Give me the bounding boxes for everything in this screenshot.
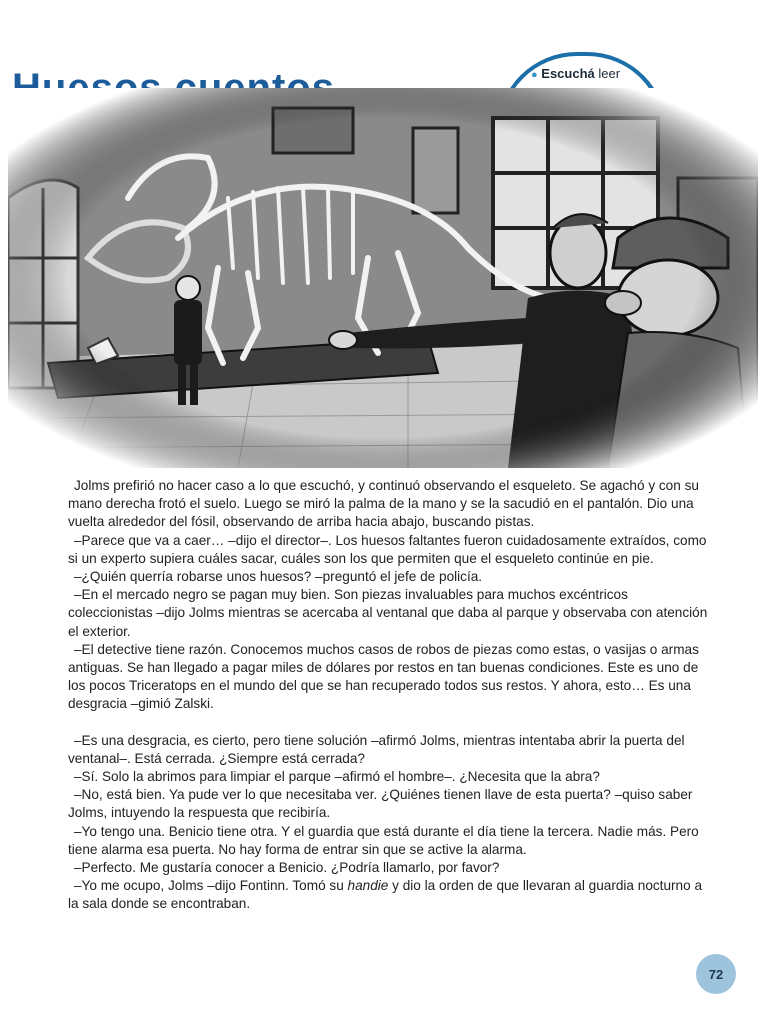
paragraph-gap	[68, 714, 708, 732]
badge-label-bold: Escuchá	[541, 66, 595, 81]
paragraph: Jolms prefirió no hacer caso a lo que escuchó, y continuó observando el esqueleto. Se agachó y con su mano derecha frotó el suelo. Luego se miró la palma de la mano y se la sacudió en el pantalón. Dio una vuelta alrededor del fósil, observando de arriba hacia abajo, buscando pistas.	[68, 478, 699, 530]
page-number: 72	[708, 966, 724, 982]
paragraph: –Parece que va a caer… –dijo el director–. Los huesos faltantes fueron cuidadosamente extraídos, como si un experto supiera cuáles sacar, cuáles son los que permiten que el esqueleto continúe en pie.	[68, 532, 707, 566]
text-segment: y dio la orden de que llevaran al guardia nocturno a la sala donde se encontraban.	[68, 878, 703, 912]
paragraph: –¿Quién querría robarse unos huesos? –preguntó el jefe de policía.	[74, 569, 483, 585]
story-text	[68, 477, 708, 914]
paragraph: –El detective tiene razón. Conocemos muchos casos de robos de piezas como estas, o vasijas o armas antiguas. Se han llegado a pagar miles de dólares por restos en tan buenas condiciones. Este es uno de los pocos Triceratops en el mundo del que se han recuperado todos sus restos. Y ahora, esto… Es una desgracia –gimió Zalski.	[68, 641, 699, 712]
paragraph: –Perfecto. Me gustaría conocer a Benicio. ¿Podría llamarlo, por favor?	[74, 860, 500, 876]
italic-word: handie	[347, 878, 389, 894]
badge-label-rest: leer	[594, 66, 621, 81]
paragraph: –En el mercado negro se pagan muy bien. Son piezas invaluables para muchos excéntricos coleccionistas –dijo Jolms mientras se acercaba al ventanal que daba al parque y observaba con atención el exterior.	[68, 587, 708, 639]
paragraph-last	[68, 877, 708, 913]
paragraph: –Sí. Solo la abrimos para limpiar el parque –afirmó el hombre–. ¿Necesita que la abra?	[74, 769, 600, 785]
bullet-icon: ●	[531, 69, 538, 81]
badge-text	[531, 66, 620, 81]
text-segment: –Yo me ocupo, Jolms –dijo Fontinn. Tomó su	[74, 878, 348, 894]
paragraph: –Es una desgracia, es cierto, pero tiene solución –afirmó Jolms, mientras intentaba abrir la puerta del ventanal–. Está cerrada. ¿Siempre está cerrada?	[68, 732, 685, 766]
museum-illustration	[8, 88, 758, 468]
paragraph: –No, está bien. Ya pude ver lo que necesitaba ver. ¿Quiénes tienen llave de esta puerta? –quiso saber Jolms, intuyendo la respuesta que recibiría.	[68, 787, 693, 821]
paragraph: –Yo tengo una. Benicio tiene otra. Y el guardia que está durante el día tiene la tercera. Nadie más. Pero tiene alarma esa puerta. No hay forma de entrar sin que se active la alarma.	[68, 823, 699, 857]
page-number-badge	[696, 954, 736, 994]
